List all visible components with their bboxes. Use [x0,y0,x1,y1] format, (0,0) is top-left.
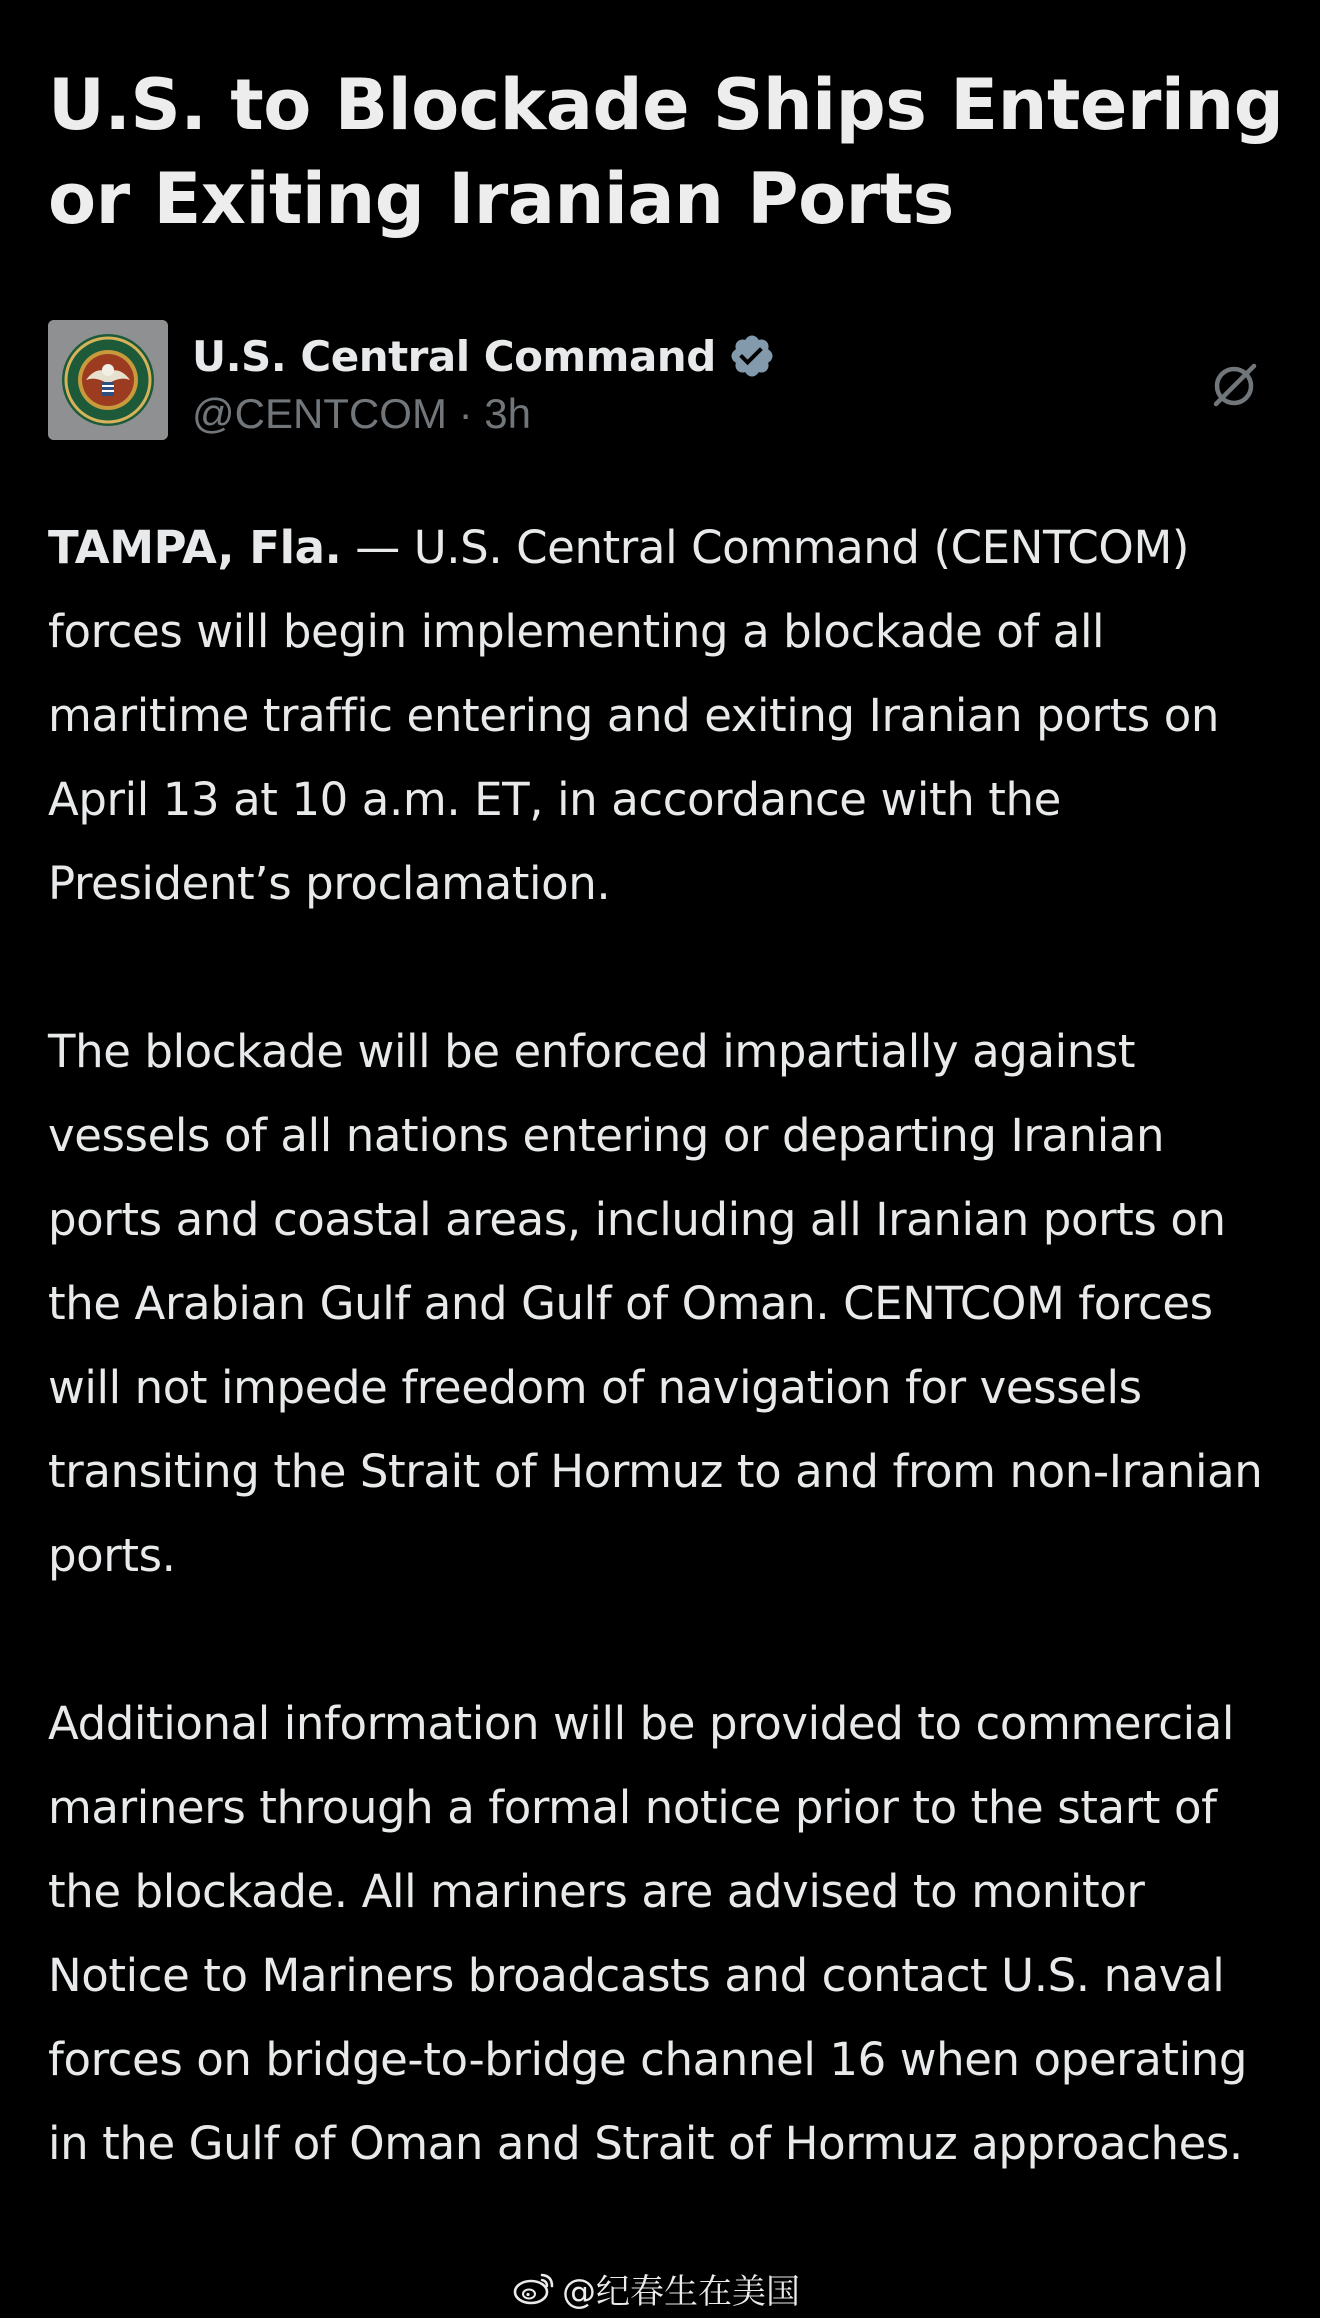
author-name-line [192,328,776,384]
centcom-seal-icon [48,320,168,440]
paragraph-3 [48,1682,1288,2186]
paragraph-1-text: — U.S. Central Command (CENTCOM) forces will begin implementing a blockade of all maritime traffic entering and exiting Iranian ports on April 13 at 10 a.m. ET, in accordance with the President’s proclamation. [48,521,1220,910]
watermark [512,2264,800,2312]
meta-separator: · [458,390,473,437]
verified-badge-icon [728,332,776,380]
paragraph-1 [48,506,1288,926]
author-meta [192,390,531,438]
post-time[interactable]: 3h [484,390,532,437]
paragraph-2 [48,1010,1288,1598]
article [48,0,1288,2170]
article-body [48,506,1288,2270]
author-row [48,320,1272,444]
dateline: TAMPA, Fla. [48,521,342,574]
paragraph-3-text: Additional information will be provided to commercial mariners through a formal notice prior to the start of the blockade. All mariners are advised to monitor Notice to Mariners broadcasts and contact U.S. naval forces on bridge-to-bridge channel 16 when operating in the Gulf of Oman and Strait of Hormuz approaches. [48,1697,1248,2170]
grok-icon[interactable] [1208,356,1264,412]
article-title: U.S. to Blockade Ships Entering or Exiting Iranian Ports [48,64,1284,240]
paragraph-2-text: The blockade will be enforced impartially against vessels of all nations entering or departing Iranian ports and coastal areas, including all Iranian ports on the Arabian Gulf and Gulf of Oman. CENTCOM forces will not impede freedom of navigation for vessels transiting the Strait of Hormuz to and from non-Iranian ports. [48,1025,1263,1582]
author-name[interactable]: U.S. Central Command [192,331,716,381]
avatar[interactable] [48,320,168,440]
author-handle[interactable]: @CENTCOM [192,390,447,437]
weibo-icon [512,2270,556,2306]
watermark-text: @纪春生在美国 [562,2271,800,2312]
